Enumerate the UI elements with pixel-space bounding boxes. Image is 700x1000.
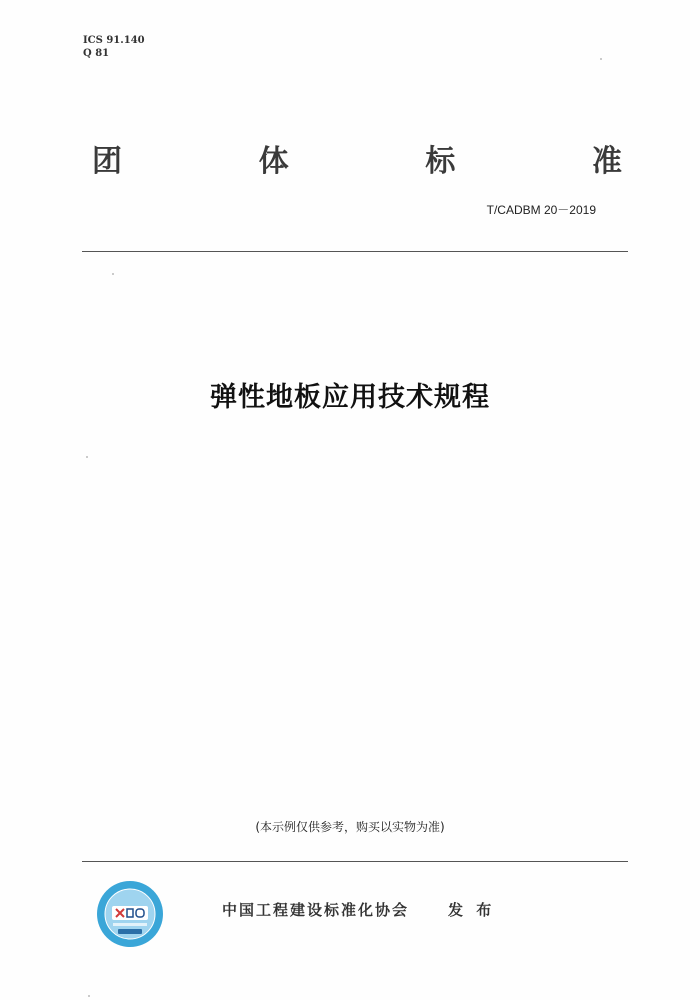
bottom-divider — [82, 861, 628, 862]
standard-type-char: 标 — [425, 144, 456, 179]
ics-code: ICS 91.140 — [83, 35, 145, 46]
classification-codes — [83, 34, 145, 60]
publish-label: 发 布 — [448, 901, 496, 919]
standard-number: T/CADBM 20－2019 — [486, 203, 596, 217]
top-divider — [82, 251, 628, 252]
standard-type-char: 准 — [591, 144, 622, 179]
publisher-name: 中国工程建设标准化协会 — [222, 901, 410, 919]
standard-type-char: 团 — [92, 144, 122, 179]
scan-speck — [86, 456, 88, 458]
document-title: 弹性地板应用技术规程 — [210, 382, 490, 413]
standard-type-char: 体 — [258, 144, 289, 179]
ccs-code: Q 81 — [83, 48, 110, 59]
anti-counterfeit-seal-icon — [96, 880, 164, 948]
sample-note: (本示例仅供参考，购买以实物为准) — [255, 820, 445, 834]
scan-speck — [88, 995, 90, 997]
scan-speck — [600, 58, 602, 60]
scan-speck — [112, 273, 114, 275]
standard-type-heading — [92, 136, 622, 180]
